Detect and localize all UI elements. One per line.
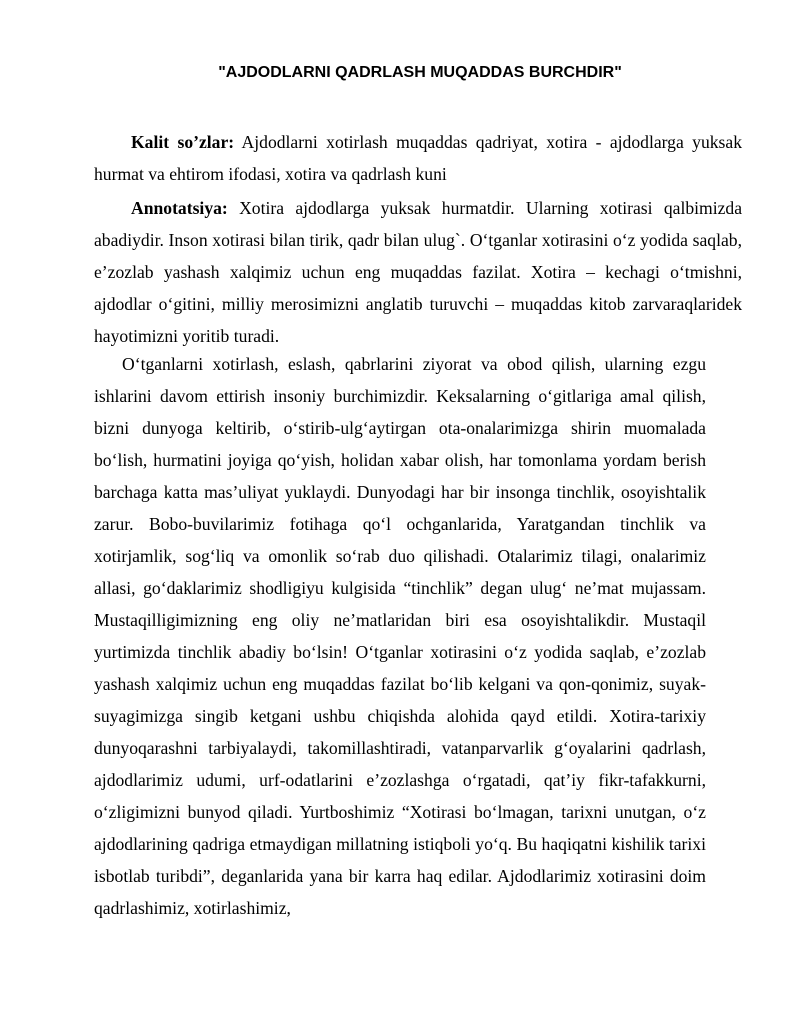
keywords-label: Kalit so’zlar:: [131, 132, 235, 152]
keywords-text: Ajdodlarni xotirlash muqaddas qadriyat, xotira - ajdodlarga yuksak hurmat va ehtirom ifodasi, xotira va qadrlash kuni: [94, 132, 742, 184]
keywords-paragraph: [94, 126, 742, 190]
annotation-label: Annotatsiya:: [131, 198, 228, 218]
body-paragraph: O‘tganlarni xotirlash, eslash, qabrlarini ziyorat va obod qilish, ularning ezgu ishlarini davom ettirish insoniy burchimizdir. Keksalarning o‘gitlariga amal qilish, bizni dunyoga keltirib, o‘stirib-ulg‘aytirgan ota-onalarimizga shirin muomalada bo‘lish, hurmatini joyiga qo‘yish, holidan xabar olish, har tomonlama yordam berish barchaga katta mas’uliyat yuklaydi. Dunyodagi har bir insonga tinchlik, osoyishtalik zarur. Bobo-buvilarimiz fotihaga qo‘l ochganlarida, Yaratgandan tinchlik va xotirjamlik, sog‘liq va omonlik so‘rab duo qilishadi. Otalarimiz tilagi, onalarimiz allasi, go‘daklarimiz shodligiyu kulgisida “tinchlik” degan ulug‘ ne’mat mujassam. Mustaqilligimizning eng oliy ne’matlaridan biri esa osoyishtalikdir. Mustaqil yurtimizda tinchlik abadiy bo‘lsin! O‘tganlar xotirasini o‘z yodida saqlab, e’zozlab yashash xalqimiz uchun eng muqaddas fazilat bo‘lib kelgani va qon-qonimiz, suyak-suyagimizga singib ketgani ushbu chiqishda alohida qayd etildi. Xotira-tarixiy dunyoqarashni tarbiyalaydi, takomillashtiradi, vatanparvarlik g‘oyalarini qadrlash, ajdodlarimiz udumi, urf-odatlarini e’zozlashga o‘rgatadi, qat’iy fikr-tafakkurni, o‘zligimizni bunyod qiladi. Yurtboshimiz “Xotirasi bo‘lmagan, tarixni unutgan, o‘z ajdodlarining qadriga etmaydigan millatning istiqboli yo‘q. Bu haqiqatni kishilik tarixi isbotlab turibdi”, deganlarida yana bir karra haq edilar. Ajdodlarimiz xotirasini doim qadrlashimiz, xotirlashimiz,: [94, 354, 706, 918]
annotation-paragraph: [94, 192, 742, 352]
document-title: "AJDODLARNI QADRLASH MUQADDAS BURCHDIR": [218, 64, 622, 81]
annotation-text: Xotira ajdodlarga yuksak hurmatdir. Ularning xotirasi qalbimizda abadiydir. Inson xotirasi bilan tirik, qadr bilan ulug`. O‘tganlar xotirasini o‘z yodida saqlab, e’zozlab yashash xalqimiz uchun eng muqaddas fazilat. Xotira – kechagi o‘tmishni, ajdodlar o‘gitini, milliy merosimizni anglatib turuvchi – muqaddas kitob zarvaraqlaridek hayotimizni yoritib turadi.: [94, 198, 742, 346]
